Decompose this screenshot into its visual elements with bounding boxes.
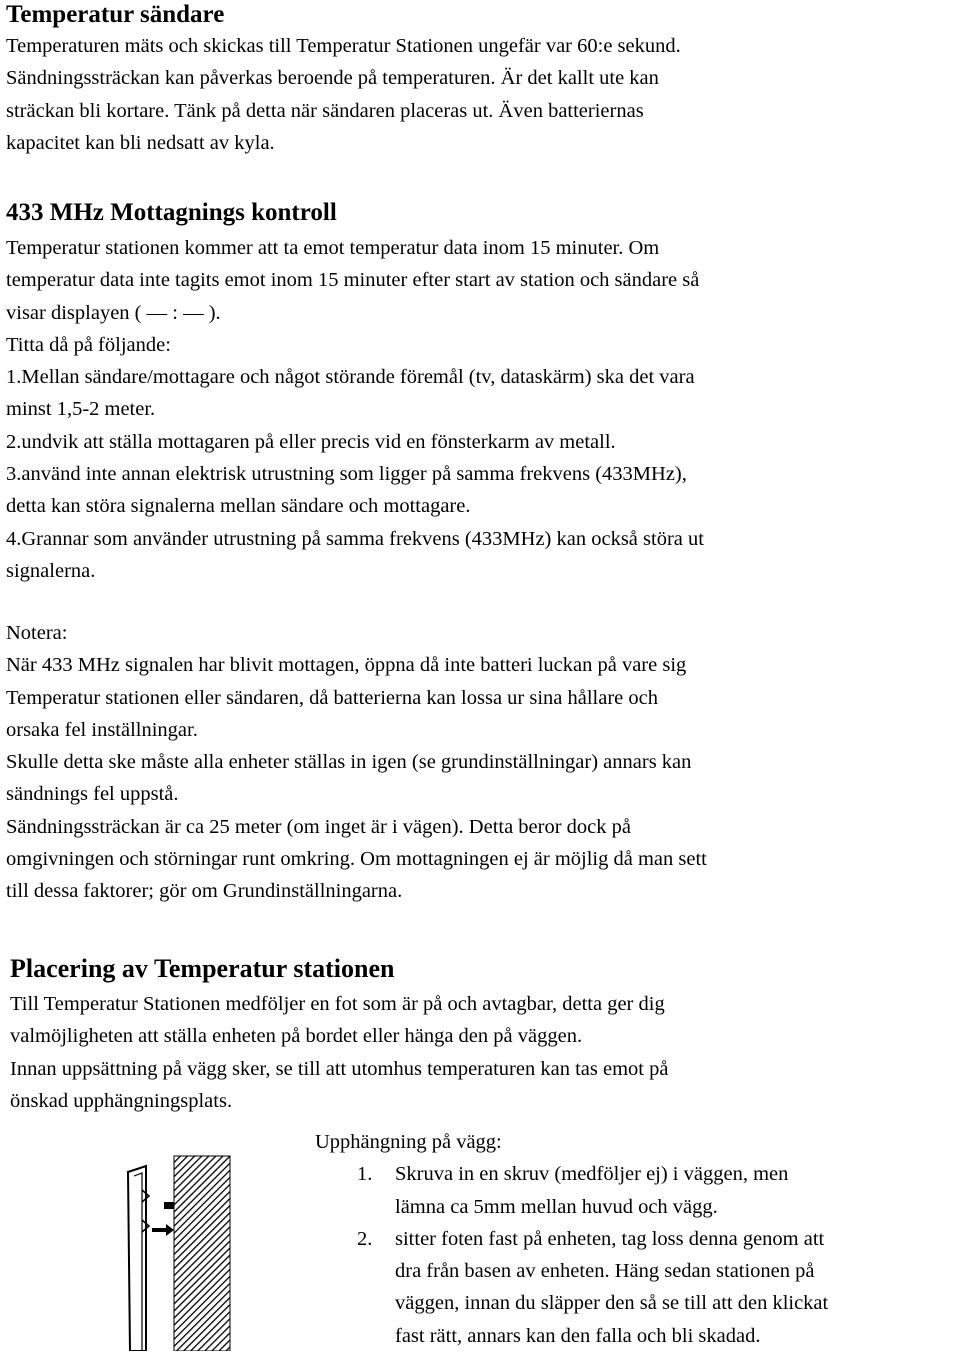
wall-hatch — [174, 1156, 230, 1351]
reception-line: signalerna. — [6, 559, 96, 582]
step-line: Skruva in en skruv (medföljer ej) i väggen, men — [395, 1163, 789, 1186]
note-line: sändnings fel uppstå. — [6, 783, 179, 806]
placement-line: Till Temperatur Stationen medföljer en fot som är på och avtagbar, detta ger dig — [10, 993, 665, 1015]
placement-line: valmöjligheten att ställa enheten på bordet eller hänga den på väggen. — [10, 1025, 583, 1048]
note-line: Temperatur stationen eller sändaren, då batterierna kan lossa ur sina hållare och — [6, 686, 659, 709]
step-line: dra från basen av enheten. Häng sedan stationen på — [395, 1260, 815, 1283]
sender-section-title: Temperatur sändare — [6, 1, 225, 28]
step-number: 2. — [357, 1227, 373, 1250]
reception-line: detta kan störa signalerna mellan sändare och mottagare. — [6, 495, 471, 518]
reception-line: 1.Mellan sändare/mottagare och något störande föremål (tv, dataskärm) ska det vara — [6, 366, 695, 389]
step-line: sitter foten fast på enheten, tag loss denna genom att — [395, 1227, 825, 1250]
note-line: Skulle detta ske måste alla enheter ställas in igen (se grundinställningar) annars kan — [6, 751, 692, 774]
step-line: väggen, innan du släpper den så se till att den klickat — [395, 1292, 829, 1315]
placement-line: önskad upphängningsplats. — [10, 1089, 233, 1112]
step-line: fast rätt, annars kan den falla och bli skadad. — [395, 1324, 761, 1347]
placement-line: Innan uppsättning på vägg sker, se till att utomhus temperaturen kan tas emot på — [10, 1057, 669, 1080]
note-line: Notera: — [6, 622, 68, 644]
reception-line: Titta då på följande: — [6, 333, 171, 356]
reception-line: minst 1,5-2 meter. — [6, 398, 156, 421]
list-item — [315, 1223, 952, 1352]
note-line: orsaka fel inställningar. — [6, 718, 198, 741]
screw — [164, 1202, 174, 1209]
note-line: Sändningssträckan är ca 25 meter (om inget är i vägen). Detta beror dock på — [6, 815, 632, 838]
sender-line: sträckan bli kortare. Tänk på detta när sändaren placeras ut. Även batteriernas — [6, 99, 644, 122]
reception-section-title: 433 MHz Mottagnings kontroll — [6, 199, 337, 226]
reception-line: 3.använd inte annan elektrisk utrustning som ligger på samma frekvens (433MHz), — [6, 463, 687, 486]
wall-mount-diagram — [122, 1150, 232, 1351]
placement-section-title: Placering av Temperatur stationen — [10, 954, 395, 983]
step-line: lämna ca 5mm mellan huvud och vägg. — [395, 1195, 718, 1218]
wall-mount-steps — [315, 1158, 952, 1352]
station-unit — [128, 1166, 146, 1351]
reception-line: 2.undvik att ställa mottagaren på eller precis vid en fönsterkarm av metall. — [6, 430, 616, 453]
note-line: till dessa faktorer; gör om Grundinställningarna. — [6, 880, 403, 903]
note-paragraph — [6, 617, 940, 908]
reception-paragraph — [6, 232, 940, 587]
sender-line: Sändningssträckan kan påverkas beroende på temperaturen. Är det kallt ute kan — [6, 67, 659, 90]
sender-line: kapacitet kan bli nedsatt av kyla. — [6, 131, 275, 154]
sender-paragraph — [6, 30, 940, 159]
step-number: 1. — [357, 1163, 373, 1186]
reception-line: 4.Grannar som använder utrustning på samma frekvens (433MHz) kan också störa ut — [6, 527, 704, 550]
sender-line: Temperaturen mäts och skickas till Temperatur Stationen ungefär var 60:e sekund. — [6, 35, 681, 57]
reception-line: temperatur data inte tagits emot inom 15 minuter efter start av station och sändare så — [6, 269, 700, 292]
list-item — [315, 1158, 952, 1223]
wall-mount-heading: Upphängning på vägg: — [315, 1131, 502, 1153]
wall-mount-instructions — [315, 1126, 952, 1352]
note-line: omgivningen och störningar runt omkring. Om mottagningen ej är möjlig då man sett — [6, 848, 707, 871]
placement-paragraph — [10, 988, 940, 1117]
note-line: När 433 MHz signalen har blivit mottagen, öppna då inte batteri luckan på vare sig — [6, 654, 687, 677]
reception-line: Temperatur stationen kommer att ta emot temperatur data inom 15 minuter. Om — [6, 237, 660, 259]
reception-line: visar displayen ( — : — ). — [6, 301, 221, 324]
